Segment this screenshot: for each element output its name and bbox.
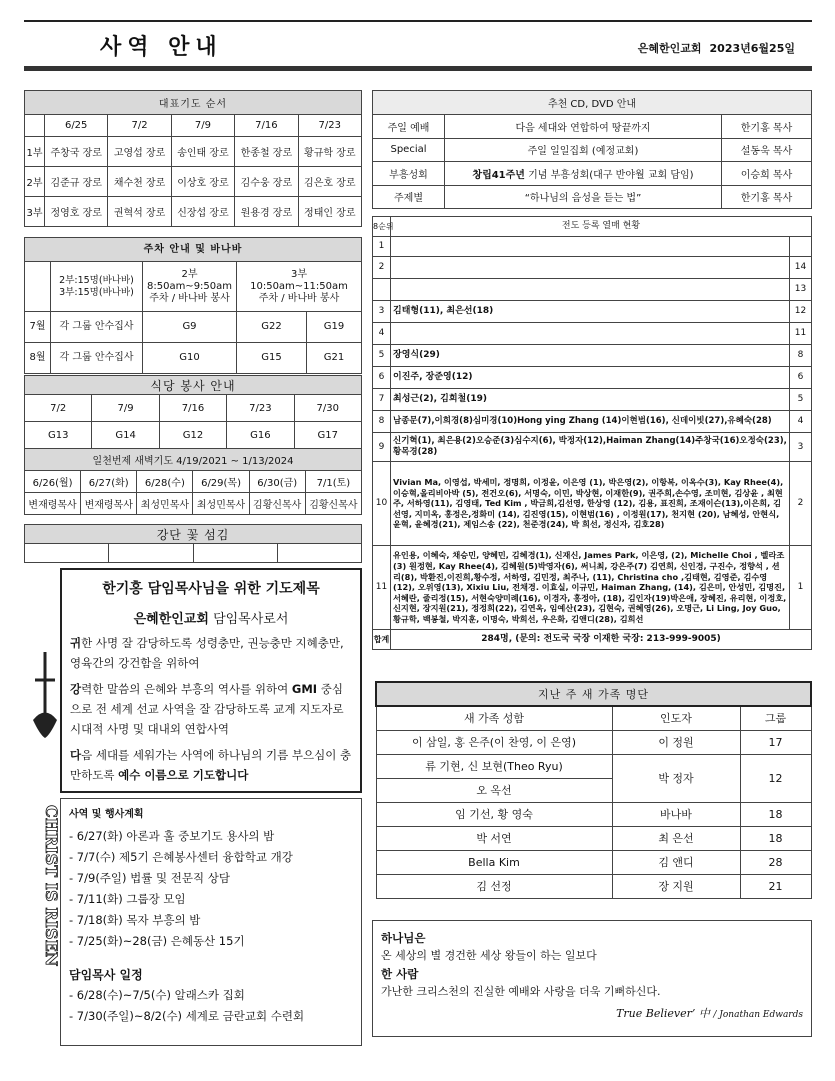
prayer-name: 김은호 장로: [298, 167, 361, 197]
new-family-row: [376, 802, 811, 826]
meal-date: 7/23: [227, 395, 294, 422]
parking-group: G10: [143, 343, 237, 374]
family-name: Bella Kim: [376, 850, 612, 874]
family-group: 18: [740, 826, 811, 850]
parking-3rd-service: 3부 10:50am~11:50am 주차 / 바나바 봉사: [237, 262, 362, 312]
evangelism-row: [373, 345, 812, 367]
evangelism-row: [373, 323, 812, 345]
dawn-name: 최성민목사: [137, 493, 193, 515]
count: 1: [789, 546, 811, 630]
rank: 6: [373, 367, 391, 389]
sig-char: 中: [698, 1007, 710, 1020]
church-date: [630, 40, 795, 56]
family-guide: 바나바: [612, 802, 740, 826]
col-name: 새 가족 성함: [376, 706, 612, 730]
pastor-schedule-item: - 6/28(수)~7/5(수) 알래스카 집회: [69, 988, 245, 1002]
count: 2: [789, 462, 811, 546]
family-guide: 장 지원: [612, 874, 740, 898]
rank: 5: [373, 345, 391, 367]
event-item: - 7/18(화) 목자 부흥의 밤: [69, 913, 201, 927]
rank: 3: [373, 301, 391, 323]
rank: 4: [373, 323, 391, 345]
top-rule: [24, 20, 812, 22]
pastor-prayer-subtitle: [70, 608, 352, 627]
media-table: [372, 90, 812, 209]
media-row: [373, 185, 812, 209]
parking-row: [25, 312, 362, 343]
meal-group: G13: [25, 422, 92, 449]
family-name: 이 삼일, 홍 은주(이 찬영, 이 은영): [376, 730, 612, 754]
evangelism-row: [373, 462, 812, 546]
header-bar: [24, 66, 812, 71]
gmi-bold: GMI: [291, 682, 318, 696]
family-group: 17: [740, 730, 811, 754]
prayer-name: 원용경 장로: [235, 197, 298, 227]
evangelism-row: [373, 433, 812, 462]
pastor-schedule-title: 담임목사 일정: [69, 968, 143, 982]
family-guide: 박 정자: [612, 754, 740, 802]
media-content: 주일 일일집회 (예정교회): [445, 138, 722, 162]
pastor-prayer-title: 한기홍 담임목사님을 위한 기도제목: [102, 581, 320, 597]
rank: 7: [373, 389, 391, 411]
count: 11: [789, 323, 811, 345]
meal-group: G16: [227, 422, 294, 449]
dawn-date: 7/1(토): [305, 471, 361, 493]
family-group: 18: [740, 802, 811, 826]
evangelism-head-left: 8순위: [373, 217, 391, 237]
prayer-name: 채수천 장로: [108, 167, 171, 197]
rank: 9: [373, 433, 391, 462]
flower-title: 강단 꽃 섬김: [25, 525, 362, 544]
prayer-date: 7/9: [171, 115, 234, 137]
flower-table: [24, 524, 362, 563]
dawn-date: 6/27(화): [81, 471, 137, 493]
col-guide: 인도자: [612, 706, 740, 730]
prayer-name: 권혁석 장로: [108, 197, 171, 227]
names: [391, 237, 790, 257]
media-row: [373, 115, 812, 139]
parking-2nd-service: 2부 8:50am~9:50am 주차 / 바나바 봉사: [143, 262, 237, 312]
prayer-name: 신장섭 장로: [171, 197, 234, 227]
prayer-point-3: [70, 745, 352, 785]
event-item: - 7/11(화) 그룹장 모임: [69, 892, 186, 906]
dawn-date: 6/26(월): [25, 471, 81, 493]
new-family-row: [376, 730, 811, 754]
dawn-date: 6/29(목): [193, 471, 249, 493]
media-speaker: 이승희 목사: [722, 162, 812, 186]
names: [391, 257, 790, 279]
prayer-row: [25, 197, 362, 227]
count: [789, 237, 811, 257]
parking-table: [24, 237, 362, 374]
prayer-order-table: [24, 90, 362, 227]
rank: 8: [373, 411, 391, 433]
bulletin-date: 2023년6월25일: [709, 42, 795, 55]
dawn-date: 6/28(수): [137, 471, 193, 493]
names: 남종문(7),이희경(8)심미경(10)Hong ying Zhang (14)이현범(16), 신데이빗(27),유혜숙(28): [391, 411, 790, 433]
new-family-title: 지난 주 새 가족 명단: [376, 682, 811, 706]
evangelism-row: [373, 237, 812, 257]
evangelism-row: [373, 257, 812, 279]
events-box: [60, 798, 362, 1046]
prayer-point-2: [70, 679, 352, 739]
anniversary-bold: 창립41주년: [472, 169, 525, 181]
corner-cell: [25, 115, 45, 137]
evangelism-row: [373, 546, 812, 630]
flower-cell: [193, 544, 277, 563]
media-row: [373, 138, 812, 162]
media-type: 주일 예배: [373, 115, 445, 139]
family-group: 21: [740, 874, 811, 898]
new-family-row: [376, 850, 811, 874]
meal-group: G14: [92, 422, 159, 449]
service-label: 1부: [25, 137, 45, 167]
pastor-prayer-box: [60, 568, 362, 793]
prayer-row: [25, 167, 362, 197]
evangelism-row: [373, 367, 812, 389]
meal-date: 7/2: [25, 395, 92, 422]
dawn-prayer-table: [24, 448, 362, 515]
meal-group: G17: [294, 422, 361, 449]
church-logo-icon: [30, 650, 60, 740]
names: 신기혁(1), 최은용(2)오승준(3)심수지(6), 박정자(12),Haiman Zhang(14)주창국(16)오정숙(23), 황목경(28): [391, 433, 790, 462]
quote-heading-1: 하나님은: [381, 931, 426, 945]
dawn-name: 변재령목사: [81, 493, 137, 515]
church-name-bold: 은혜한인교회: [133, 612, 209, 627]
service-label: 2부: [25, 167, 45, 197]
count: 4: [789, 411, 811, 433]
family-group: 12: [740, 754, 811, 802]
prayer-name: 송인태 장로: [171, 137, 234, 167]
prayer-name: 주창국 장로: [45, 137, 108, 167]
parking-group: G19: [307, 312, 362, 343]
prayer-row: [25, 137, 362, 167]
media-content: 다음 세대와 연합하여 땅끝까지: [445, 115, 722, 139]
subtitle-rest: 담임목사로서: [208, 612, 289, 627]
quote-line-2: 가난한 크리스천의 진실한 예배와 사랑을 더욱 기뻐하신다.: [381, 985, 661, 998]
quote-author: / Jonathan Edwards: [713, 1010, 803, 1020]
prayer-name: 김준규 장로: [45, 167, 108, 197]
dawn-name: 변재령목사: [25, 493, 81, 515]
new-family-table: [375, 681, 812, 899]
church-name: 은혜한인교회: [637, 42, 702, 55]
count: 14: [789, 257, 811, 279]
event-item: - 7/7(수) 제5기 은혜봉사센터 융합학교 개강: [69, 850, 293, 864]
cross-text: CHRIST IS RISEN: [42, 805, 61, 967]
count: 12: [789, 301, 811, 323]
count: 6: [789, 367, 811, 389]
names: Vivian Ma, 이영섭, 박세미, 정명희, 이정윤, 이은영 (1), 박은영(2), 이항복, 이옥수(3), Kay Rhee(4), 이승혁,올리비아박 (5), 전건오(6), 서명숙, 이민, 박상현, 이재한(9), 권주희,손수영, 조미현, 김상윤 , 최현주, 서하영(11), 김영태, Ted Kim , 박금희,김선영, 한상영 (12), 김용, 표진희, 조재이슨(13),이은희, 김선영, 지미옥, 홍정은,정화미 (14), 김진영(15), 이현범(16) , 이정원(17), 천지현 (20), 남혜성, 안현식, 윤혁, 윤혜경(21), 제임스송 (22), 천준경(24), 박 희선, 정신자, 김호28): [391, 462, 790, 546]
parking-row: [25, 343, 362, 374]
family-guide: 김 앤디: [612, 850, 740, 874]
family-guide: 최 은선: [612, 826, 740, 850]
family-group: 28: [740, 850, 811, 874]
media-speaker: 한기홍 목사: [722, 115, 812, 139]
names: 장영식(29): [391, 345, 790, 367]
pastor-schedule-item: - 7/30(주일)~8/2(수) 세계로 금란교회 수련회: [69, 1009, 305, 1023]
media-type: Special: [373, 138, 445, 162]
family-name: 박 서연: [376, 826, 612, 850]
lead-char: 강: [70, 682, 82, 696]
count: 13: [789, 279, 811, 301]
quote-box: [372, 920, 812, 1037]
event-item: - 6/27(화) 아론과 훌 중보기도 용사의 밤: [69, 829, 275, 843]
new-family-row: [376, 754, 811, 778]
prayer-name: 김수웅 장로: [235, 167, 298, 197]
prayer-date: 7/16: [235, 115, 298, 137]
parking-who: 각 그룹 안수집사: [51, 312, 143, 343]
evangelism-row: [373, 301, 812, 323]
names: 유인용, 이혜숙, 채승민, 양혜민, 김혜경(1), 신재신, James Park, 이은영, (2), Michelle Choi , 벨라조(3) 원정현, Kay Rhee(4), 김혜원(5)박영자(6), 써니최, 강은주(7) 김연희, 신인경, 구진수, 정향석 , 션리(8), 박환진,이진희,황수정, 서하영, 김민정, 최주나, (11), Christina cho ,김태현, 김영준, 김수영(12), 오위영(13), Xixiu Liu, 전채경. 이효실, 이규민, Haiman Zhang, (14), 김은미, 안성민, 김명진, 서혜란, 줄리정(15), 서현숙양미례(16), 이경자, 홍정아, (18), 김인자(19)박은애, 장혜진, 유리현, 이정호, 신지현, 장지원(21), 정정희(22), 김연옥, 임예산(23), 김현숙, 권혜영(26), 오명근, Li Ling, Joy Guo, 황규학, 백봉철, 박지훈, 이명숙, 박희선, 우은화, 김앤디(28), 김희선: [391, 546, 790, 630]
quote-line-1: 온 세상의 별 경건한 세상 왕들이 하는 일보다: [381, 949, 597, 962]
media-title: 추천 CD, DVD 안내: [373, 91, 812, 115]
flower-cell: [25, 544, 109, 563]
new-family-row: [376, 826, 811, 850]
names: 이진주, 장준영(12): [391, 367, 790, 389]
parking-month: 7월: [25, 312, 51, 343]
prayer-date: 7/2: [108, 115, 171, 137]
rank: 10: [373, 462, 391, 546]
media-type: 부흥성회: [373, 162, 445, 186]
parking-group: G22: [237, 312, 307, 343]
dawn-name: 김황신목사: [249, 493, 305, 515]
family-name: 오 옥선: [376, 778, 612, 802]
dawn-name: 최성민목사: [193, 493, 249, 515]
prayer-name: 한종철 장로: [235, 137, 298, 167]
meal-title: 식당 봉사 안내: [25, 376, 362, 395]
rank: 2: [373, 257, 391, 279]
event-item: - 7/25(화)~28(금) 은혜동산 15기: [69, 934, 245, 948]
quote-signature: True Believer’ 中 / Jonathan Edwards: [616, 1007, 803, 1020]
flower-cell: [277, 544, 361, 563]
meal-date: 7/9: [92, 395, 159, 422]
christ-is-risen-art: [24, 800, 61, 967]
prayer-text: 한 사명 잘 감당하도록 성령충만, 권능충만 지혜충만, 영육간의 강건함을 위하여: [70, 636, 344, 670]
prayer-name: 이상호 장로: [171, 167, 234, 197]
dawn-date: 6/30(금): [249, 471, 305, 493]
family-name: 류 기현, 신 보현(Theo Ryu): [376, 754, 612, 778]
parking-month: 8월: [25, 343, 51, 374]
parking-title: 주차 안내 및 바나바: [25, 238, 362, 262]
closing-bold: 예수 이름으로 기도합니다: [118, 768, 249, 782]
parking-group: G9: [143, 312, 237, 343]
col-group: 그룹: [740, 706, 811, 730]
prayer-name: 정태인 장로: [298, 197, 361, 227]
new-family-row: [376, 874, 811, 898]
total-value: 284명, (문의: 전도국 국장 이재한 국장: 213-999-9005): [391, 630, 812, 650]
names: 최성근(2), 김희철(19): [391, 389, 790, 411]
rank: 11: [373, 546, 391, 630]
family-name: 김 선정: [376, 874, 612, 898]
count: 5: [789, 389, 811, 411]
lead-char: 다: [70, 748, 82, 762]
names: [391, 323, 790, 345]
media-content-text: 기념 부흥성회(대구 반야월 교회 담임): [524, 169, 694, 181]
book-title: True Believer: [616, 1007, 692, 1020]
media-speaker: 한기홍 목사: [722, 185, 812, 209]
dawn-name: 김황신목사: [305, 493, 361, 515]
events-title: 사역 및 행사계획: [69, 809, 144, 820]
evangelism-table: [372, 216, 812, 650]
media-content: [445, 162, 722, 186]
family-name: 임 기선, 황 영숙: [376, 802, 612, 826]
count: 8: [789, 345, 811, 367]
meal-service-table: [24, 375, 362, 449]
prayer-name: 고영섭 장로: [108, 137, 171, 167]
evangelism-row: [373, 411, 812, 433]
prayer-name: 황규학 장로: [298, 137, 361, 167]
flower-cell: [109, 544, 193, 563]
prayer-text: 력한 말씀의 은혜와 부흥의 역사를 위하여: [81, 682, 292, 696]
quote-heading-2: 한 사람: [381, 967, 419, 981]
meal-date: 7/16: [159, 395, 226, 422]
parking-who: 각 그룹 안수집사: [51, 343, 143, 374]
names: 김태형(11), 최은선(18): [391, 301, 790, 323]
event-item: - 7/9(주일) 법률 및 전문직 상담: [69, 871, 230, 885]
prayer-point-1: [70, 633, 352, 673]
evangelism-row: [373, 279, 812, 301]
prayer-date: 6/25: [45, 115, 108, 137]
prayer-date: 7/23: [298, 115, 361, 137]
parking-group: G21: [307, 343, 362, 374]
media-speaker: 설동욱 목사: [722, 138, 812, 162]
evangelism-title: 전도 등록 열매 현황: [391, 217, 812, 237]
page-title: 사역 안내: [100, 35, 223, 60]
lead-char: 귀: [70, 636, 82, 650]
prayer-order-title: 대표기도 순서: [25, 91, 362, 115]
parking-count: 2부:15명(바나바) 3부:15명(바나바): [51, 262, 143, 312]
corner-cell: [25, 262, 51, 312]
dawn-title: 일천번제 새벽기도 4/19/2021 ~ 1/13/2024: [25, 449, 362, 471]
prayer-text: 중심으로 전 세계 선교 사역을 잘 감당하도록 교계 지도자로 시대적 사명 및 대내외 연합사역: [70, 682, 344, 736]
count: 3: [789, 433, 811, 462]
meal-group: G12: [159, 422, 226, 449]
total-label: 합계: [373, 630, 391, 650]
family-guide: 이 정원: [612, 730, 740, 754]
prayer-text: 음 세대를 세워가는 사역에 하나님의 기름 부으심이 충만하도록: [70, 748, 352, 782]
rank: [373, 279, 391, 301]
media-content: “하나님의 음성을 듣는 법”: [445, 185, 722, 209]
names: [391, 279, 790, 301]
prayer-name: 정영호 장로: [45, 197, 108, 227]
service-label: 3부: [25, 197, 45, 227]
meal-date: 7/30: [294, 395, 361, 422]
parking-group: G15: [237, 343, 307, 374]
media-type: 주제별: [373, 185, 445, 209]
rank: 1: [373, 237, 391, 257]
media-row: [373, 162, 812, 186]
evangelism-row: [373, 389, 812, 411]
